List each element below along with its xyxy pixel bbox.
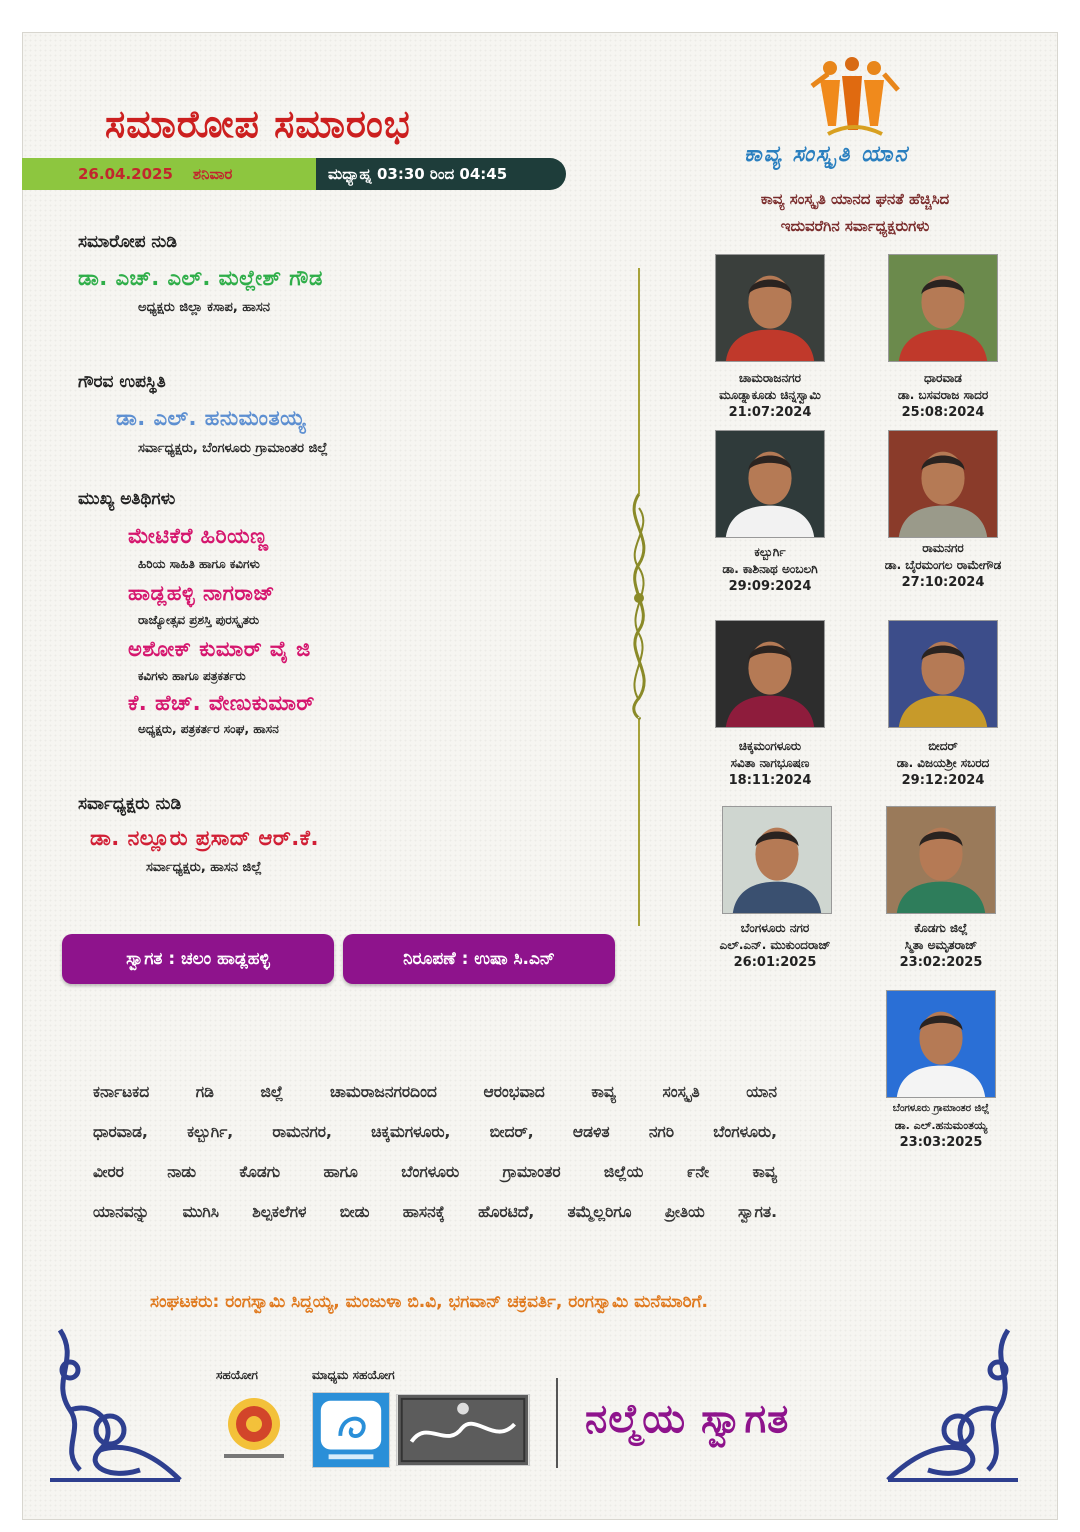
date-section: [22, 158, 316, 190]
logo-text: ಕಾವ್ಯ ಸಂಸ್ಕೃತಿ ಯಾನ: [744, 142, 909, 167]
paragraph-line: ಯಾನವನ್ನು ಮುಗಿಸಿ ಶಿಲ್ಪಕಲೆಗಳ ಬೀಡು ಹಾಸನಕ್ಕೆ ಹೊರಟಿದೆ, ತಮ್ಮೆಲ್ಲರಿಗೂ ಪ್ರೀತಿಯ ಸ್ವಾಗತ.: [93, 1203, 777, 1221]
honorary-name: ಡಾ. ಎಲ್. ಹನುಮಂತಯ್ಯ: [116, 406, 306, 430]
president-name: ಸವಿತಾ ನಾಗಭೂಷಣ: [730, 756, 810, 770]
chitrakoota-logo-icon: [396, 1394, 530, 1466]
president-role: ಸರ್ವಾಧ್ಯಕ್ಷರು, ಹಾಸನ ಜಿಲ್ಲೆ: [146, 860, 262, 875]
organizers-text: ಸಂಘಟಕರು: ರಂಗಸ್ವಾಮಿ ಸಿದ್ದಯ್ಯ, ಮಂಜುಳಾ ಬಿ.ವಿ, ಭಗವಾನ್ ಚಕ್ರವರ್ತಿ, ರಂಗಸ್ವಾಮಿ ಮನೆಮಾರಿಗೆ.: [150, 1292, 708, 1312]
portrait-icon: [887, 991, 995, 1097]
president-place: ಬೆಂಗಳೂರು ನಗರ: [740, 921, 810, 935]
president-date: 23:03:2025: [899, 1135, 983, 1150]
compere-button[interactable]: ನಿರೂಪಣೆ : ಉಷಾ ಸಿ.ಎನ್: [343, 934, 615, 984]
guest-role: ಹಿರಿಯ ಸಾಹಿತಿ ಹಾಗೂ ಕವಿಗಳು: [138, 557, 260, 571]
media-support-label: ಮಾಧ್ಯಮ ಸಹಯೋಗ: [312, 1368, 395, 1382]
welcome-text: ನಲ್ಮೆಯ ಸ್ವಾಗತ: [585, 1396, 790, 1442]
president-photo: [888, 620, 998, 728]
president-place: ಕಲ್ಬುರ್ಗಿ: [754, 545, 786, 559]
right-heading-line2: ಇದುವರೆಗಿನ ಸರ್ವಾಧ್ಯಕ್ಷರುಗಳು: [780, 217, 930, 235]
portrait-icon: [716, 255, 824, 361]
portrait-icon: [723, 807, 831, 913]
president-caption: [846, 1100, 1036, 1151]
time-section: [316, 158, 566, 190]
president-name: ಡಾ. ಕಾಶಿನಾಥ ಅಂಬಲಗಿ: [722, 562, 818, 576]
president-photo: [715, 254, 825, 362]
section-heading-closing: ಸಮಾರೋಪ ನುಡಿ: [78, 232, 177, 252]
president-name: ಮೂಡ್ನಾಕೂಡು ಚಿನ್ನಸ್ವಾಮಿ: [719, 388, 821, 402]
president-photo: [715, 620, 825, 728]
portrait-icon: [887, 807, 995, 913]
president-name: ಡಾ. ವಿಜಯಶ್ರೀ ಸಬರದ: [896, 756, 990, 770]
president-caption: [675, 370, 865, 421]
president-place: ಚಾಮರಾಜನಗರ: [738, 371, 801, 385]
guest-name: ಮೇಟಿಕೆರೆ ಹಿರಿಯಣ್ಣ: [128, 524, 269, 548]
portrait-icon: [889, 255, 997, 361]
president-place: ರಾಮನಗರ: [922, 541, 964, 555]
welcome-host-button[interactable]: ಸ್ವಾಗತ : ಚಲಂ ಹಾಡ್ಲಹಳ್ಳಿ: [62, 934, 334, 984]
president-date: 29:09:2024: [728, 579, 812, 594]
portrait-icon: [716, 431, 824, 537]
event-date: 26.04.2025: [78, 165, 173, 183]
guest-role: ಅಧ್ಯಕ್ಷರು, ಪತ್ರಕರ್ತರ ಸಂಘ, ಹಾಸನ: [138, 722, 279, 736]
president-place: ಬೀದರ್: [928, 739, 958, 753]
president-caption: [680, 920, 870, 971]
paragraph-line: ವೀರರ ನಾಡು ಕೊಡಗು ಹಾಗೂ ಬೆಂಗಳೂರು ಗ್ರಾಮಾಂತರ ಜಿಲ್ಲೆಯ ೯ನೇ ಕಾವ್ಯ: [93, 1163, 777, 1181]
portrait-icon: [889, 621, 997, 727]
description-paragraph: [93, 1072, 777, 1232]
president-date: 26:01:2025: [733, 955, 817, 970]
paragraph-line: ಕರ್ನಾಟಕದ ಗಡಿ ಜಿಲ್ಲೆ ಚಾಮರಾಜನಗರದಿಂದ ಆರಂಭವಾದ ಕಾವ್ಯ ಸಂಸ್ಕೃತಿ ಯಾನ: [93, 1083, 777, 1101]
president-date: 18:11:2024: [728, 773, 812, 788]
president-photo: [886, 806, 996, 914]
president-date: 27:10:2024: [901, 575, 985, 590]
media-logo-a-icon: [312, 1392, 390, 1468]
president-caption: [675, 544, 865, 595]
date-time-bar: [22, 158, 566, 190]
event-title: ಸಮಾರೋಪ ಸಮಾರಂಭ: [105, 102, 411, 146]
president-caption: [675, 738, 865, 789]
closing-speaker-name: ಡಾ. ಎಚ್. ಎಲ್. ಮಲ್ಲೇಶ್ ಗೌಡ: [78, 266, 323, 290]
guest-role: ಕವಿಗಳು ಹಾಗೂ ಪತ್ರಕರ್ತರು: [138, 669, 246, 683]
president-name: ಎಲ್.ಎನ್. ಮುಕುಂದರಾಜ್: [719, 938, 831, 952]
divider-line: [556, 1378, 558, 1468]
ornamental-divider: [618, 268, 660, 926]
event-day: ಶನಿವಾರ: [192, 165, 233, 183]
president-photo: [888, 430, 998, 538]
guest-role: ರಾಜ್ಯೋತ್ಸವ ಪ್ರಶಸ್ತಿ ಪುರಸ್ಕೃತರು: [138, 613, 260, 627]
president-photo: [886, 990, 996, 1098]
president-caption: [848, 738, 1038, 789]
president-date: 23:02:2025: [899, 955, 983, 970]
honorary-role: ಸರ್ವಾಧ್ಯಕ್ಷರು, ಬೆಂಗಳೂರು ಗ್ರಾಮಾಂತರ ಜಿಲ್ಲೆ: [138, 441, 328, 456]
president-place: ಧಾರವಾಡ: [924, 371, 962, 385]
portrait-icon: [716, 621, 824, 727]
closing-speaker-role: ಅಧ್ಯಕ್ಷರು ಜಿಲ್ಲಾ ಕಸಾಪ, ಹಾಸನ: [138, 300, 271, 315]
president-name: ಡಾ. ಎಲ್.ಹನುಮಂತಯ್ಯ: [894, 1119, 988, 1132]
president-place: ಬೆಂಗಳೂರು ಗ್ರಾಮಾಂತರ ಜಿಲ್ಲೆ: [892, 1103, 990, 1114]
president-name: ಡಾ. ಬಸವರಾಜ ಸಾದರ: [897, 388, 989, 402]
president-caption: [848, 370, 1038, 421]
right-heading-line1: ಕಾವ್ಯ ಸಂಸ್ಕೃತಿ ಯಾನದ ಘನತೆ ಹೆಚ್ಚಿಸಿದ: [760, 190, 950, 208]
president-caption: [848, 540, 1038, 591]
president-date: 25:08:2024: [901, 405, 985, 420]
section-heading-guests: ಮುಖ್ಯ ಅತಿಥಿಗಳು: [78, 489, 176, 509]
guest-name: ಅಶೋಕ್ ಕುಮಾರ್ ವೈ ಜಿ: [128, 637, 311, 661]
support-label: ಸಹಯೋಗ: [216, 1368, 258, 1382]
corner-ornament-left-icon: [40, 1320, 190, 1492]
paragraph-line: ಧಾರವಾಡ, ಕಲ್ಬುರ್ಗಿ, ರಾಮನಗರ, ಚಿಕ್ಕಮಗಳೂರು, ಬೀದರ್, ಆಡಳಿತ ನಗರಿ ಬೆಂಗಳೂರು,: [93, 1123, 777, 1141]
guest-name: ಹಾಡ್ಲಹಳ್ಳಿ ನಾಗರಾಜ್: [128, 581, 275, 605]
president-place: ಚಿಕ್ಕಮಂಗಳೂರು: [738, 739, 802, 753]
president-name: ಸ್ಮಿತಾ ಅಮೃತರಾಜ್: [904, 938, 978, 952]
section-heading-honorary: ಗೌರವ ಉಪಸ್ಥಿತಿ: [78, 372, 166, 392]
section-heading-president: ಸರ್ವಾಧ್ಯಕ್ಷರು ನುಡಿ: [78, 794, 182, 814]
president-photo: [722, 806, 832, 914]
president-date: 21:07:2024: [728, 405, 812, 420]
sahitya-parishat-logo-icon: [214, 1392, 294, 1464]
guest-name: ಕೆ. ಹೆಚ್. ವೇಣುಕುಮಾರ್: [128, 691, 315, 715]
president-photo: [715, 430, 825, 538]
president-photo: [888, 254, 998, 362]
president-place: ಕೊಡಗು ಜಿಲ್ಲೆ: [914, 921, 968, 935]
event-time: ಮಧ್ಯಾಹ್ನ 03:30 ರಿಂದ 04:45: [328, 165, 508, 183]
president-name: ಡಾ. ನಲ್ಲೂರು ಪ್ರಸಾದ್ ಆರ್.ಕೆ.: [90, 826, 320, 850]
portrait-icon: [889, 431, 997, 537]
president-date: 29:12:2024: [901, 773, 985, 788]
president-caption: [846, 920, 1036, 971]
president-name: ಡಾ. ಬೈರಮಂಗಲ ರಾಮೇಗೌಡ: [884, 558, 1002, 572]
corner-ornament-right-icon: [878, 1320, 1028, 1492]
